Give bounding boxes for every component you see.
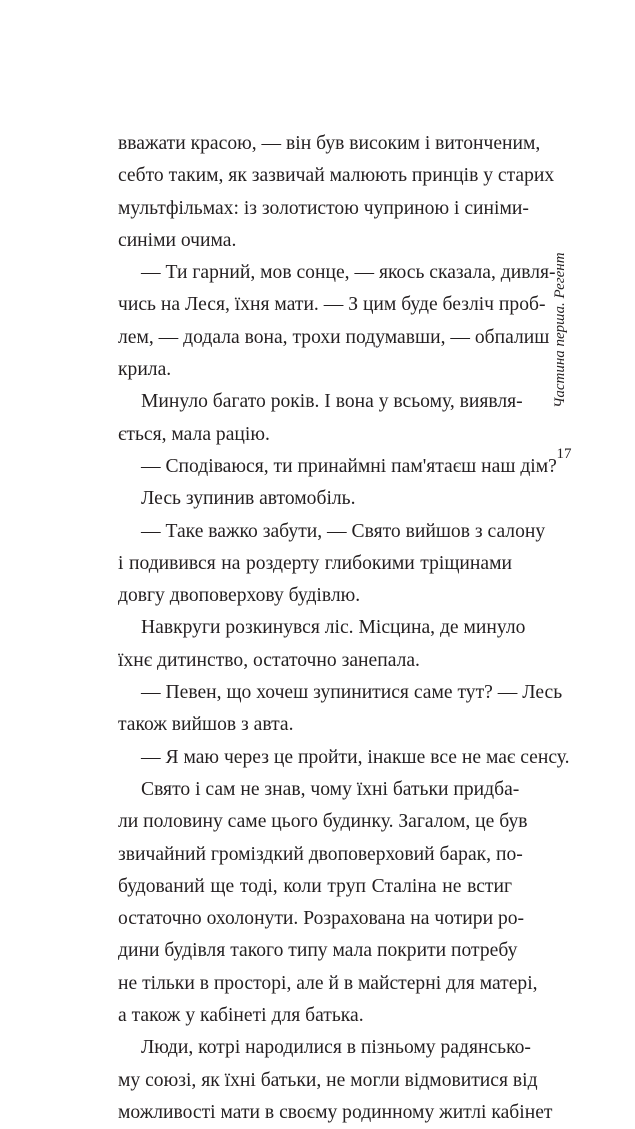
- text-line: будований ще тоді, коли труп Сталіна не встиг: [118, 875, 512, 897]
- text-line: звичайний громіздкий двоповерховий барак, по-: [118, 843, 523, 865]
- text-line: також вийшов з авта.: [118, 714, 294, 736]
- text-line: ли половину саме цього будинку. Загалом, це був: [118, 811, 528, 833]
- text-line: а також у кабінеті для батька.: [118, 1005, 364, 1027]
- text-line: лем, — додала вона, трохи подумавши, — обпалиш: [118, 326, 550, 348]
- text-line: остаточно охолонути. Розрахована на чотири ро-: [118, 908, 525, 930]
- text-line: дини будівля такого типу мала покрити потребу: [118, 940, 518, 962]
- text-line: — Ти гарний, мов сонце, — якось сказала, дивля-: [141, 262, 556, 284]
- text-line: му союзі, як їхні батьки, не могли відмовитися від: [118, 1069, 538, 1091]
- text-line: можливості мати в своєму родинному житлі кабінет: [118, 1101, 553, 1123]
- text-line: Минуло багато років. І вона у всьому, виявля-: [141, 391, 523, 413]
- text-line: ється, мала рацію.: [118, 423, 270, 445]
- text-line: і подивився на роздерту глибокими тріщинами: [118, 552, 512, 574]
- text-line: вважати красою, — він був високим і витонченим,: [118, 133, 541, 154]
- text-line: — Певен, що хочеш зупинитися саме тут? — Лесь: [141, 682, 563, 704]
- running-head: Частина перша. Регент: [552, 252, 568, 408]
- page-number: 17: [556, 446, 572, 462]
- text-line: мультфільмах: із золотистою чуприною і синіми-: [118, 197, 529, 219]
- text-line: не тільки в просторі, але й в майстерні для матері,: [118, 972, 538, 994]
- text-line: Лесь зупинив автомобіль.: [141, 488, 356, 510]
- text-line: — Я маю через це пройти, інакше все не має сенсу.: [141, 746, 570, 768]
- text-line: крила.: [118, 359, 172, 381]
- text-line: — Сподіваюся, ти принаймні пам'ятаєш наш дім?: [141, 455, 557, 477]
- text-line: себто таким, як зазвичай малюють принців у старих: [118, 165, 555, 187]
- text-line: довгу двоповерхову будівлю.: [118, 585, 361, 607]
- text-line: — Таке важко забути, — Свято вийшов з салону: [141, 520, 546, 542]
- text-line: Свято і сам не знав, чому їхні батьки придба-: [141, 778, 520, 800]
- text-line: їхнє дитинство, остаточно занепала.: [118, 649, 420, 671]
- text-line: синіми очима.: [118, 229, 237, 251]
- text-line: Навкруги розкинувся ліс. Місцина, де минуло: [141, 617, 526, 639]
- text-line: Люди, котрі народилися в пізньому радянсько-: [141, 1037, 531, 1059]
- text-line: чись на Леся, їхня мати. — З цим буде безліч проб-: [118, 294, 546, 316]
